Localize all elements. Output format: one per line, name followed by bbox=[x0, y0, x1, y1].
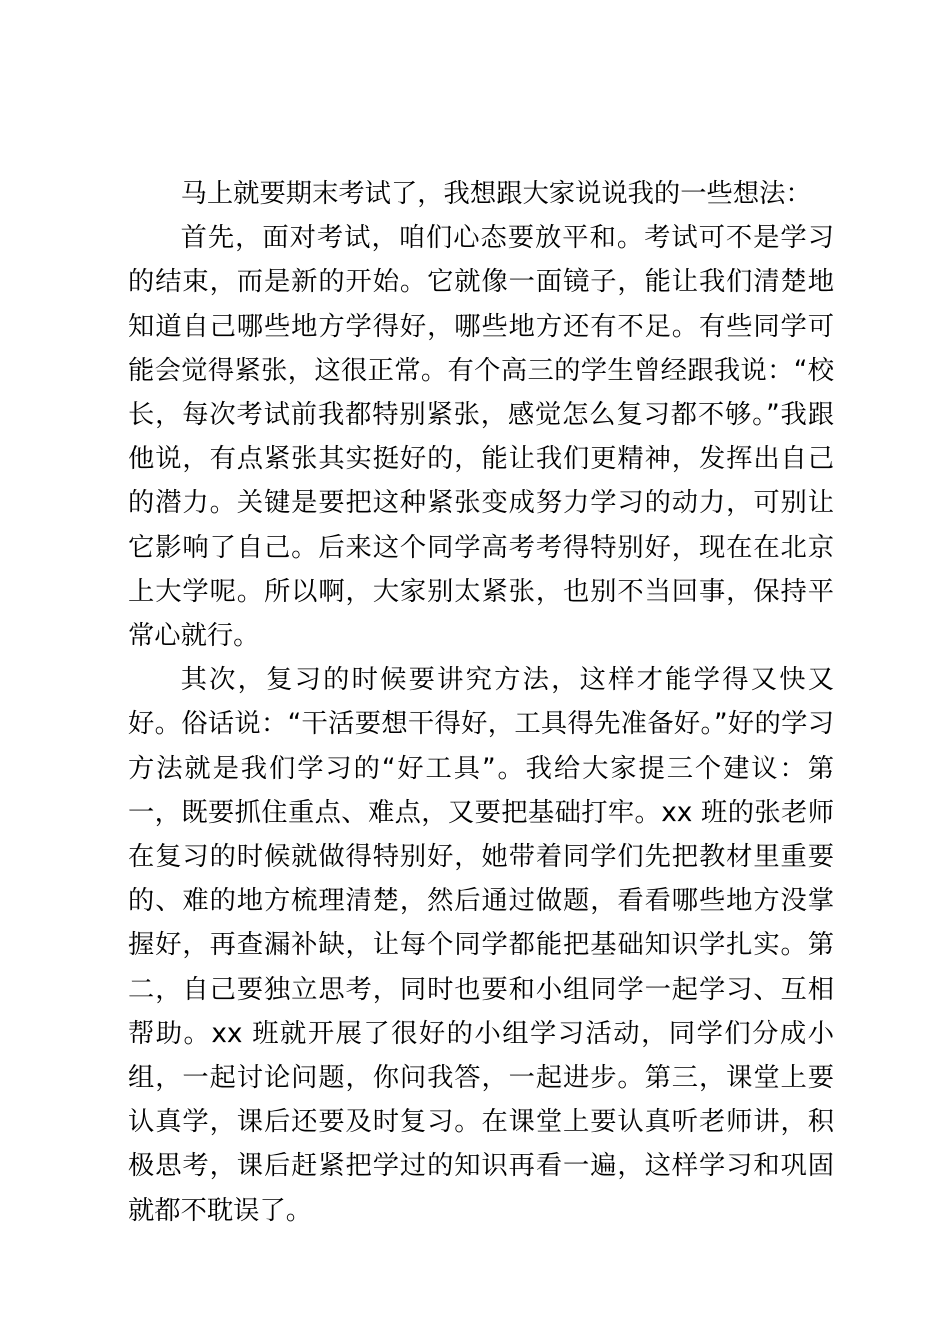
paragraph-intro: 马上就要期末考试了，我想跟大家说说我的一些想法： bbox=[180, 179, 812, 209]
paragraph-first-point: 首先，面对考试，咱们心态要放平和。考试可不是学习的结束，而是新的开始。它就像一面镜子，能让我们清楚地知道自己哪些地方学得好，哪些地方还有不足。有些同学可能会觉得紧张，这很正常。有个高三的学生曾经跟我说：“校长，每次考试前我都特别紧张，感觉怎么复习都不够。”我跟他说，有点紧张其实挺好的，能让我们更精神，发挥出自己的潜力。关键是要把这种紧张变成努力学习的动力，可别让它影响了自己。后来这个同学高考考得特别好，现在在北京上大学呢。所以啊，大家别太紧张，也别不当回事，保持平常心就行。 bbox=[128, 223, 834, 652]
paragraph-second-point: 其次，复习的时候要讲究方法，这样才能学得又快又好。俗话说：“干活要想干得好，工具得先准备好。”好的学习方法就是我们学习的“好工具”。我给大家提三个建议：第一，既要抓住重点、难点，又要把基础打牢。xx 班的张老师在复习的时候就做得特别好，她带着同学们先把教材里重要的、难的地方梳理清楚，然后通过做题，看看哪些地方没掌握好，再查漏补缺，让每个同学都能把基础知识学扎实。第二，自己要独立思考，同时也要和小组同学一起学习、互相帮助。xx 班就开展了很好的小组学习活动，同学们分成小组，一起讨论问题，你问我答，一起进步。第三，课堂上要认真学，课后还要及时复习。在课堂上要认真听老师讲，积极思考，课后赶紧把学过的知识再看一遍，这样学习和巩固就都不耽误了。 bbox=[128, 665, 834, 1226]
document-body bbox=[128, 172, 834, 1233]
